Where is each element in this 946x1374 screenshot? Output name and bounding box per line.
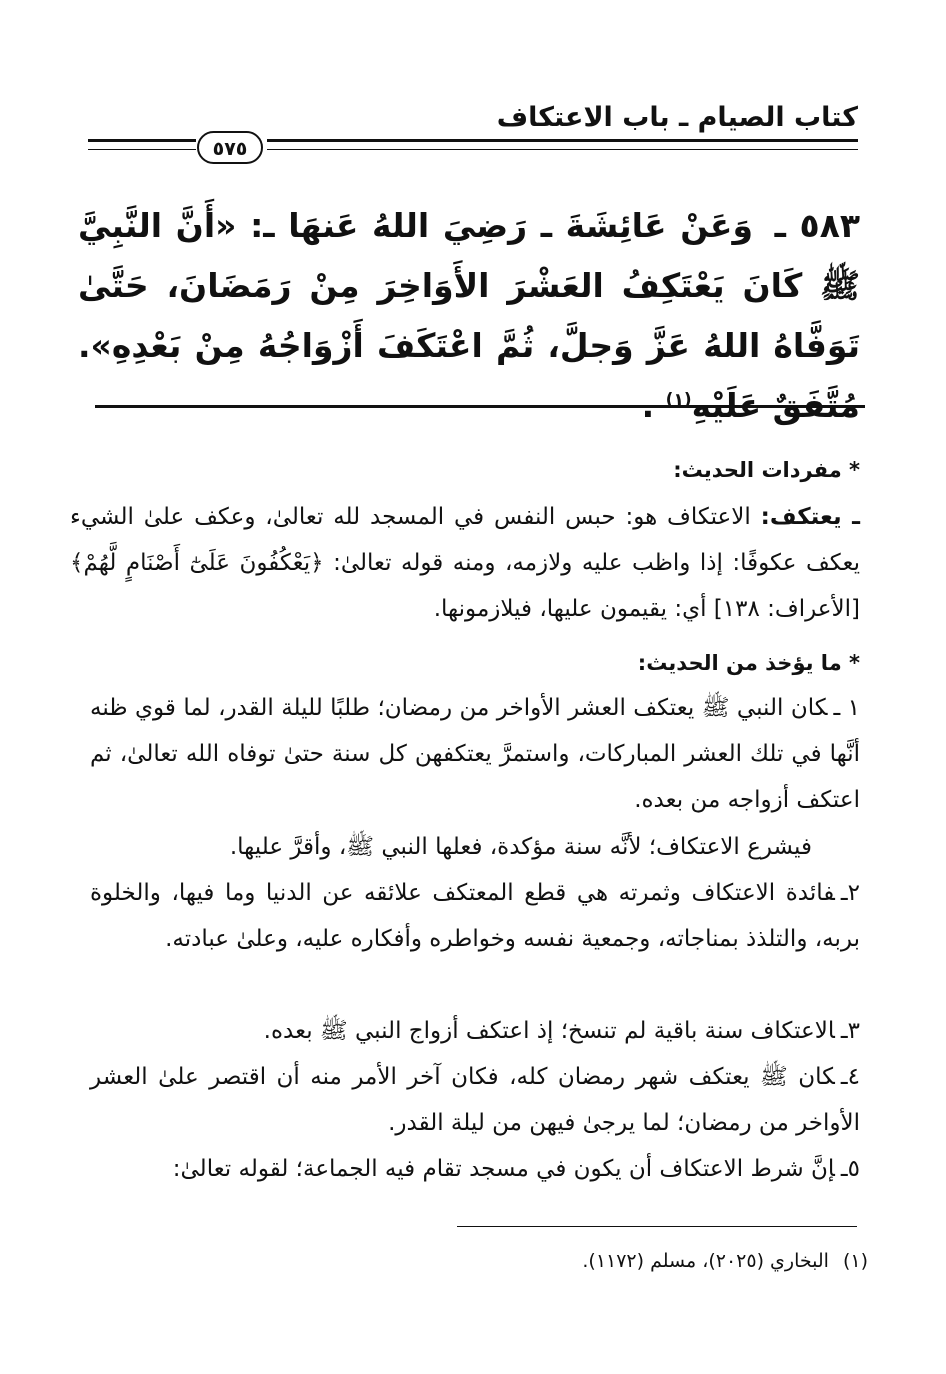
hadith-number: ٥٨٣ ـ: [774, 206, 860, 245]
footnote-mark: (١): [842, 1250, 868, 1272]
vocabulary-definition: الاعتكاف هو: حبس النفس في المسجد لله تعالىٰ، وعكف علىٰ الشيء يعكف عكوفًا: إذا واظب عليه ولازمه، ومنه قوله تعالىٰ: ﴿يَعْكُفُونَ عَلَىٰٓ أَصْنَامٍ لَّهُمْ﴾ [الأعراف: ١٣٨] أي: يقيمون عليها، فيلازمونها.: [70, 504, 860, 622]
lesson-number: ٥ـ: [840, 1156, 860, 1182]
lesson-item: [90, 685, 860, 823]
lesson-text: كان النبي ﷺ يعتكف العشر الأواخر من رمضان؛ طلبًا لليلة القدر، لما قوي ظنه أنَّها في تلك العشر المباركات، واستمرَّ يعتكفهن كل سنة حتىٰ توفاه الله تعالىٰ، ثم اعتكف أزواجه من بعده.: [90, 695, 860, 813]
header-rule-bottom-left: [88, 149, 196, 150]
hadith-text: وَعَنْ عَائِشَةَ ـ رَضِيَ اللهُ عَنهَا ـ: «أَنَّ النَّبِيَّ ﷺ كَانَ يَعْتَكِفُ العَشْرَ الأَوَاخِرَ مِنْ رَمَضَانَ، حَتَّىٰ تَوَفَّاهُ اللهُ عَزَّ وَجلَّ، ثُمَّ اعْتَكَفَ أَزْوَاجُهُ مِنْ بَعْدِهِ». مُتَّفَقٌ عَلَيْهِ: [78, 206, 860, 425]
lesson-item: [90, 1054, 860, 1146]
footnote-rule: [457, 1226, 857, 1227]
vocabulary-entry: [70, 494, 860, 632]
vocabulary-heading: * مفردات الحديث:: [673, 458, 860, 482]
header-rule-bottom-right: [267, 149, 858, 150]
section-divider: [95, 405, 865, 408]
footnote-text: البخاري (٢٠٢٥)، مسلم (١١٧٢).: [582, 1250, 829, 1272]
vocabulary-term: ـ يعتكف:: [760, 504, 860, 530]
lesson-text: الاعتكاف سنة باقية لم تنسخ؛ إذ اعتكف أزواج النبي ﷺ بعده.: [263, 1018, 835, 1044]
lesson-item: [90, 1008, 860, 1054]
lesson-item: [90, 824, 812, 870]
lessons-heading: * ما يؤخذ من الحديث:: [637, 651, 860, 675]
lesson-item: [90, 870, 860, 962]
page-number: ٥٧٥: [197, 131, 263, 164]
hadith-text-block: [78, 196, 860, 436]
footnote-reference[interactable]: (١): [665, 390, 692, 410]
header-rule-top-right: [267, 139, 858, 142]
lesson-number: ٤ـ: [840, 1064, 860, 1090]
header-rule-top-left: [88, 139, 196, 142]
lesson-text: فيشرع الاعتكاف؛ لأنَّه سنة مؤكدة، فعلها النبي ﷺ، وأقرَّ عليها.: [229, 834, 812, 860]
lesson-text: فائدة الاعتكاف وثمرته هي قطع المعتكف علائقه عن الدنيا وما فيها، والخلوة بربه، والتلذذ بمناجاته، وجمعية نفسه وخواطره وأفكاره عليه، وعلىٰ عبادته.: [90, 880, 860, 952]
lesson-number: ٣ـ: [840, 1018, 860, 1044]
lesson-number: ١ ـ: [833, 695, 860, 721]
lesson-item: [90, 1146, 860, 1192]
running-title: كتاب الصيام ـ باب الاعتكاف: [496, 102, 858, 133]
lesson-text: كان ﷺ يعتكف شهر رمضان كله، فكان آخر الأمر منه أن اقتصر علىٰ العشر الأواخر من رمضان؛ لما يرجىٰ فيهن من ليلة القدر.: [90, 1064, 860, 1136]
footnote: [582, 1245, 868, 1277]
lesson-text: إنَّ شرط الاعتكاف أن يكون في مسجد تقام فيه الجماعة؛ لقوله تعالىٰ:: [172, 1156, 835, 1182]
hadith-end: .: [641, 386, 666, 425]
lesson-number: ٢ـ: [840, 880, 860, 906]
